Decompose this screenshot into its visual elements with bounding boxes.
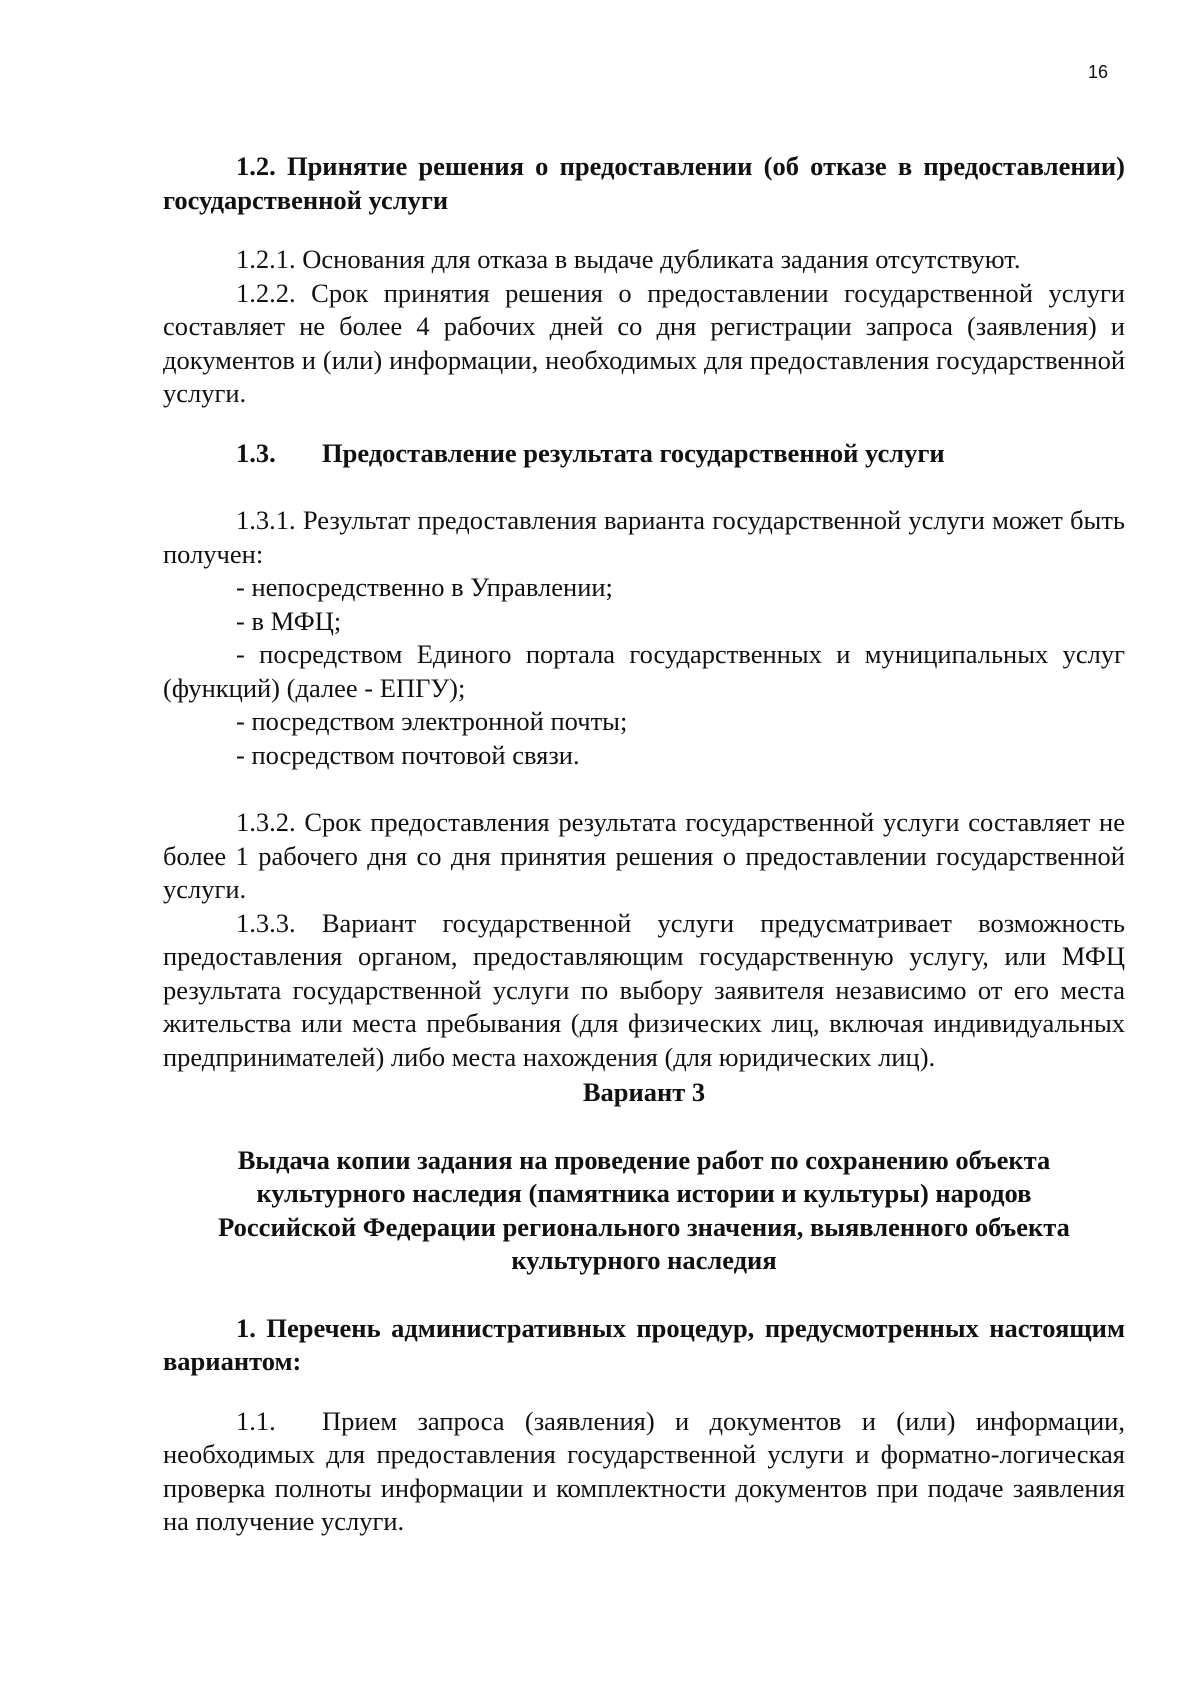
list-item-post: - посредством почтовой связи.	[236, 739, 580, 770]
variant-subtitle-line: Выдача копии задания на проведение работ по сохранению объекта	[237, 1144, 1051, 1175]
document-body	[163, 150, 1125, 1539]
list-item-directly: - непосредственно в Управлении;	[236, 572, 613, 602]
variant-title: Вариант 3	[582, 1077, 706, 1107]
section-1-3-number: 1.3.	[236, 437, 276, 468]
variant-subtitle-line: культурного наследия	[511, 1245, 777, 1275]
paragraph-1-3-1: 1.3.1. Результат предоставления варианта государственной услуги может быть получен:	[163, 505, 1125, 569]
paragraph-1-1-text: Прием запроса (заявления) и документов и (или) информации, необходимых для предоставления государственной услуги и форматно-логическая проверка полноты информации и комплектности документов при подаче заявления на получение услуги.	[163, 1405, 1125, 1536]
paragraph-1-1	[163, 1405, 1125, 1539]
paragraph-1-3-3: 1.3.3. Вариант государственной услуги предусматривает возможность предоставления органом, предоставляющим государственную услугу, или МФЦ результата государственной услуги по выбору заявителя независимо от его места жительства или места пребывания (для физических лиц, включая индивидуальных предпринимателей) либо места нахождения (для юридических лиц).	[163, 907, 1125, 1072]
variant-subtitle-line: Российской Федерации регионального значения, выявленного объекта	[218, 1211, 1070, 1242]
paragraph-1-3-2: 1.3.2. Срок предоставления результата государственной услуги составляет не более 1 рабочего дня со дня принятия решения о предоставлении государственной услуги.	[163, 807, 1125, 904]
list-item-email: - посредством электронной почты;	[236, 706, 628, 736]
section-1-3-title: Предоставление результата государственной услуги	[322, 437, 945, 468]
paragraph-1-2-1: 1.2.1. Основания для отказа в выдаче дубликата задания отсутствуют.	[236, 244, 1021, 274]
paragraph-1-1-number: 1.1.	[236, 1405, 276, 1436]
variant-subtitle-line: культурного наследия (памятника истории и культуры) народов	[256, 1178, 1032, 1208]
section-1-2-heading: 1.2. Принятие решения о предоставлении (об отказе в предоставлении) государственной услуги	[163, 151, 1125, 215]
page-number: 16	[1087, 62, 1108, 82]
list-item-mfc: - в МФЦ;	[236, 605, 342, 636]
section-1-3-heading	[163, 437, 1125, 471]
list-item-epgu: - посредством Единого портала государственных и муниципальных услуг (функций) (далее - ЕПГУ);	[163, 639, 1125, 703]
section-1-heading: 1. Перечень административных процедур, предусмотренных настоящим вариантом:	[163, 1312, 1125, 1376]
paragraph-1-2-2: 1.2.2. Срок принятия решения о предоставлении государственной услуги составляет не более 4 рабочих дней со дня регистрации запроса (заявления) и документов и (или) информации, необходимых для предоставления государственной услуги.	[163, 277, 1125, 408]
variant-subtitle	[163, 1144, 1125, 1278]
